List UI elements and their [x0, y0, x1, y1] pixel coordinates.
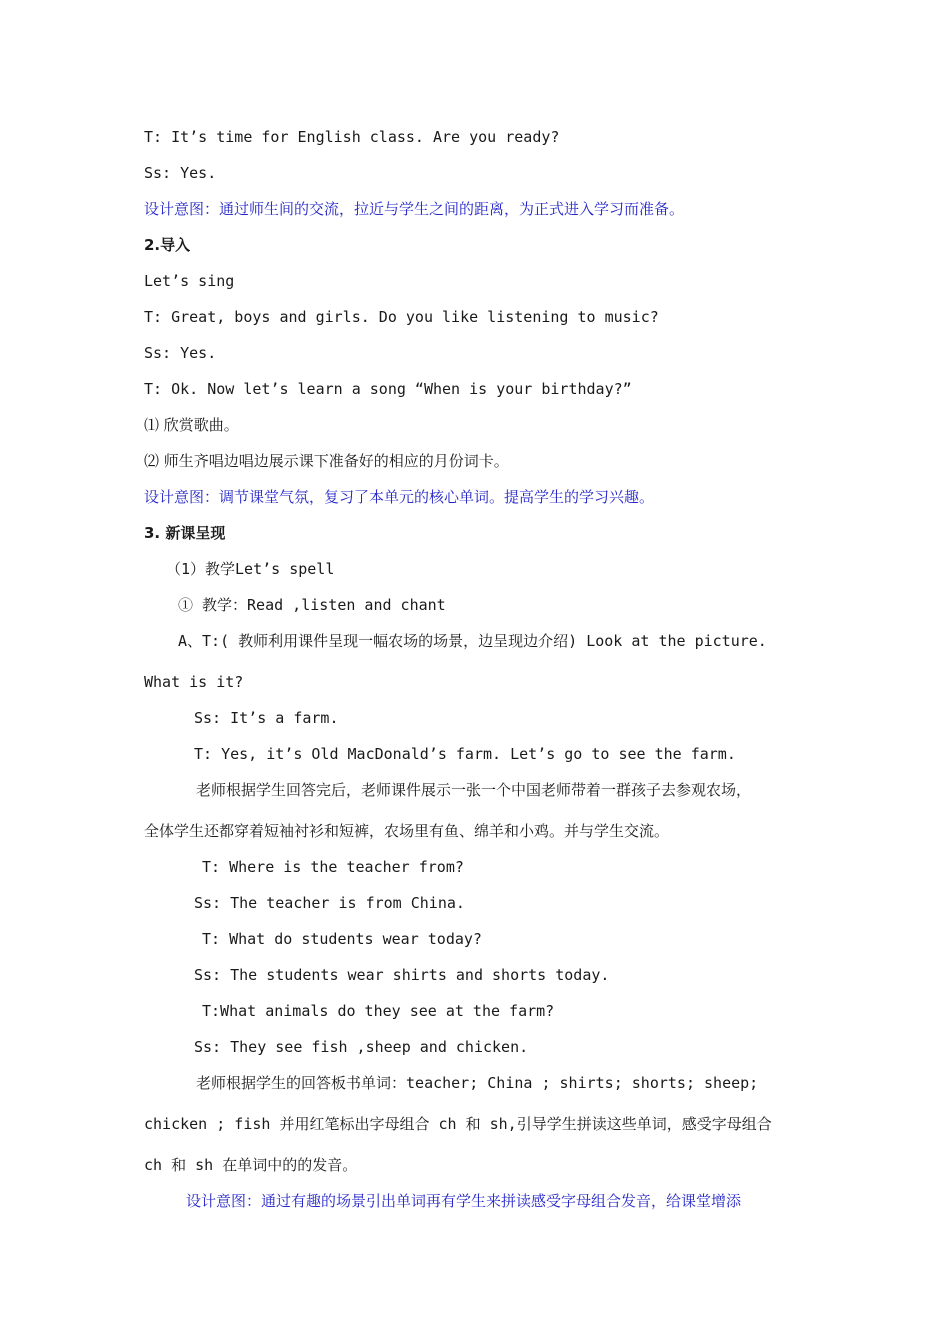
design-intent-note: 设计意图：通过有趣的场景引出单词再有学生来拼读感受字母组合发音，给课堂增添	[186, 1192, 742, 1210]
dialogue-students-animals: Ss: They see fish ,sheep and chicken.	[194, 1038, 529, 1056]
dialogue-teacher-wear: T: What do students wear today?	[202, 930, 482, 948]
dialogue-teacher-where: T: Where is the teacher from?	[202, 858, 464, 876]
step-sing-together: ⑵ 师生齐唱边唱边展示课下准备好的相应的月份词卡。	[144, 452, 509, 470]
teacher-show-picture: 老师根据学生回答完后，老师课件展示一张一个中国老师带着一群孩子去参观农场，	[196, 781, 752, 799]
dialogue-students-china: Ss: The teacher is from China.	[194, 894, 465, 912]
step-read-listen-chant: ① 教学：Read ,listen and chant	[178, 596, 446, 614]
teacher-board-words-cont: chicken ; fish 并用红笔标出字母组合 ch 和 sh,引导学生拼读这些单词，感受字母组合	[144, 1115, 772, 1133]
teacher-board-words: 老师根据学生的回答板书单词：teacher; China ; shirts; shorts; sheep;	[196, 1074, 759, 1092]
section-heading-lead-in: 2.导入	[144, 236, 191, 254]
dialogue-students-reply: Ss: Yes.	[144, 344, 217, 362]
dialogue-teacher-music: T: Great, boys and girls. Do you like listening to music?	[144, 308, 659, 326]
design-intent-note: 设计意图：调节课堂气氛，复习了本单元的核心单词。提高学生的学习兴趣。	[144, 488, 655, 506]
dialogue-students-reply: Ss: Yes.	[144, 164, 217, 182]
step-listen-song: ⑴ 欣赏歌曲。	[144, 416, 239, 434]
teacher-present-farm: A、T:( 教师利用课件呈现一幅农场的场景，边呈现边介绍) Look at the picture.	[178, 632, 767, 650]
dialogue-students-farm: Ss: It’s a farm.	[194, 709, 339, 727]
teacher-board-words-end: ch 和 sh 在单词中的的发音。	[144, 1156, 358, 1174]
section-heading-new-lesson: 3. 新课呈现	[144, 524, 226, 542]
dialogue-what-is-it: What is it?	[144, 673, 244, 691]
teacher-show-picture-cont: 全体学生还都穿着短袖衬衫和短裤，农场里有鱼、绵羊和小鸡。并与学生交流。	[144, 822, 670, 840]
dialogue-teacher-farm: T: Yes, it’s Old MacDonald’s farm. Let’s go to see the farm.	[194, 745, 736, 763]
dialogue-students-wear: Ss: The students wear shirts and shorts today.	[194, 966, 610, 984]
activity-lets-sing: Let’s sing	[144, 272, 235, 290]
dialogue-teacher-greeting: T: It’s time for English class. Are you ready?	[144, 128, 560, 146]
subsection-lets-spell: （1）教学Let’s spell	[166, 560, 335, 578]
dialogue-teacher-animals: T:What animals do they see at the farm?	[202, 1002, 555, 1020]
design-intent-note: 设计意图：通过师生间的交流，拉近与学生之间的距离，为正式进入学习而准备。	[144, 200, 685, 218]
dialogue-teacher-song: T: Ok. Now let’s learn a song “When is your birthday?”	[144, 380, 632, 398]
